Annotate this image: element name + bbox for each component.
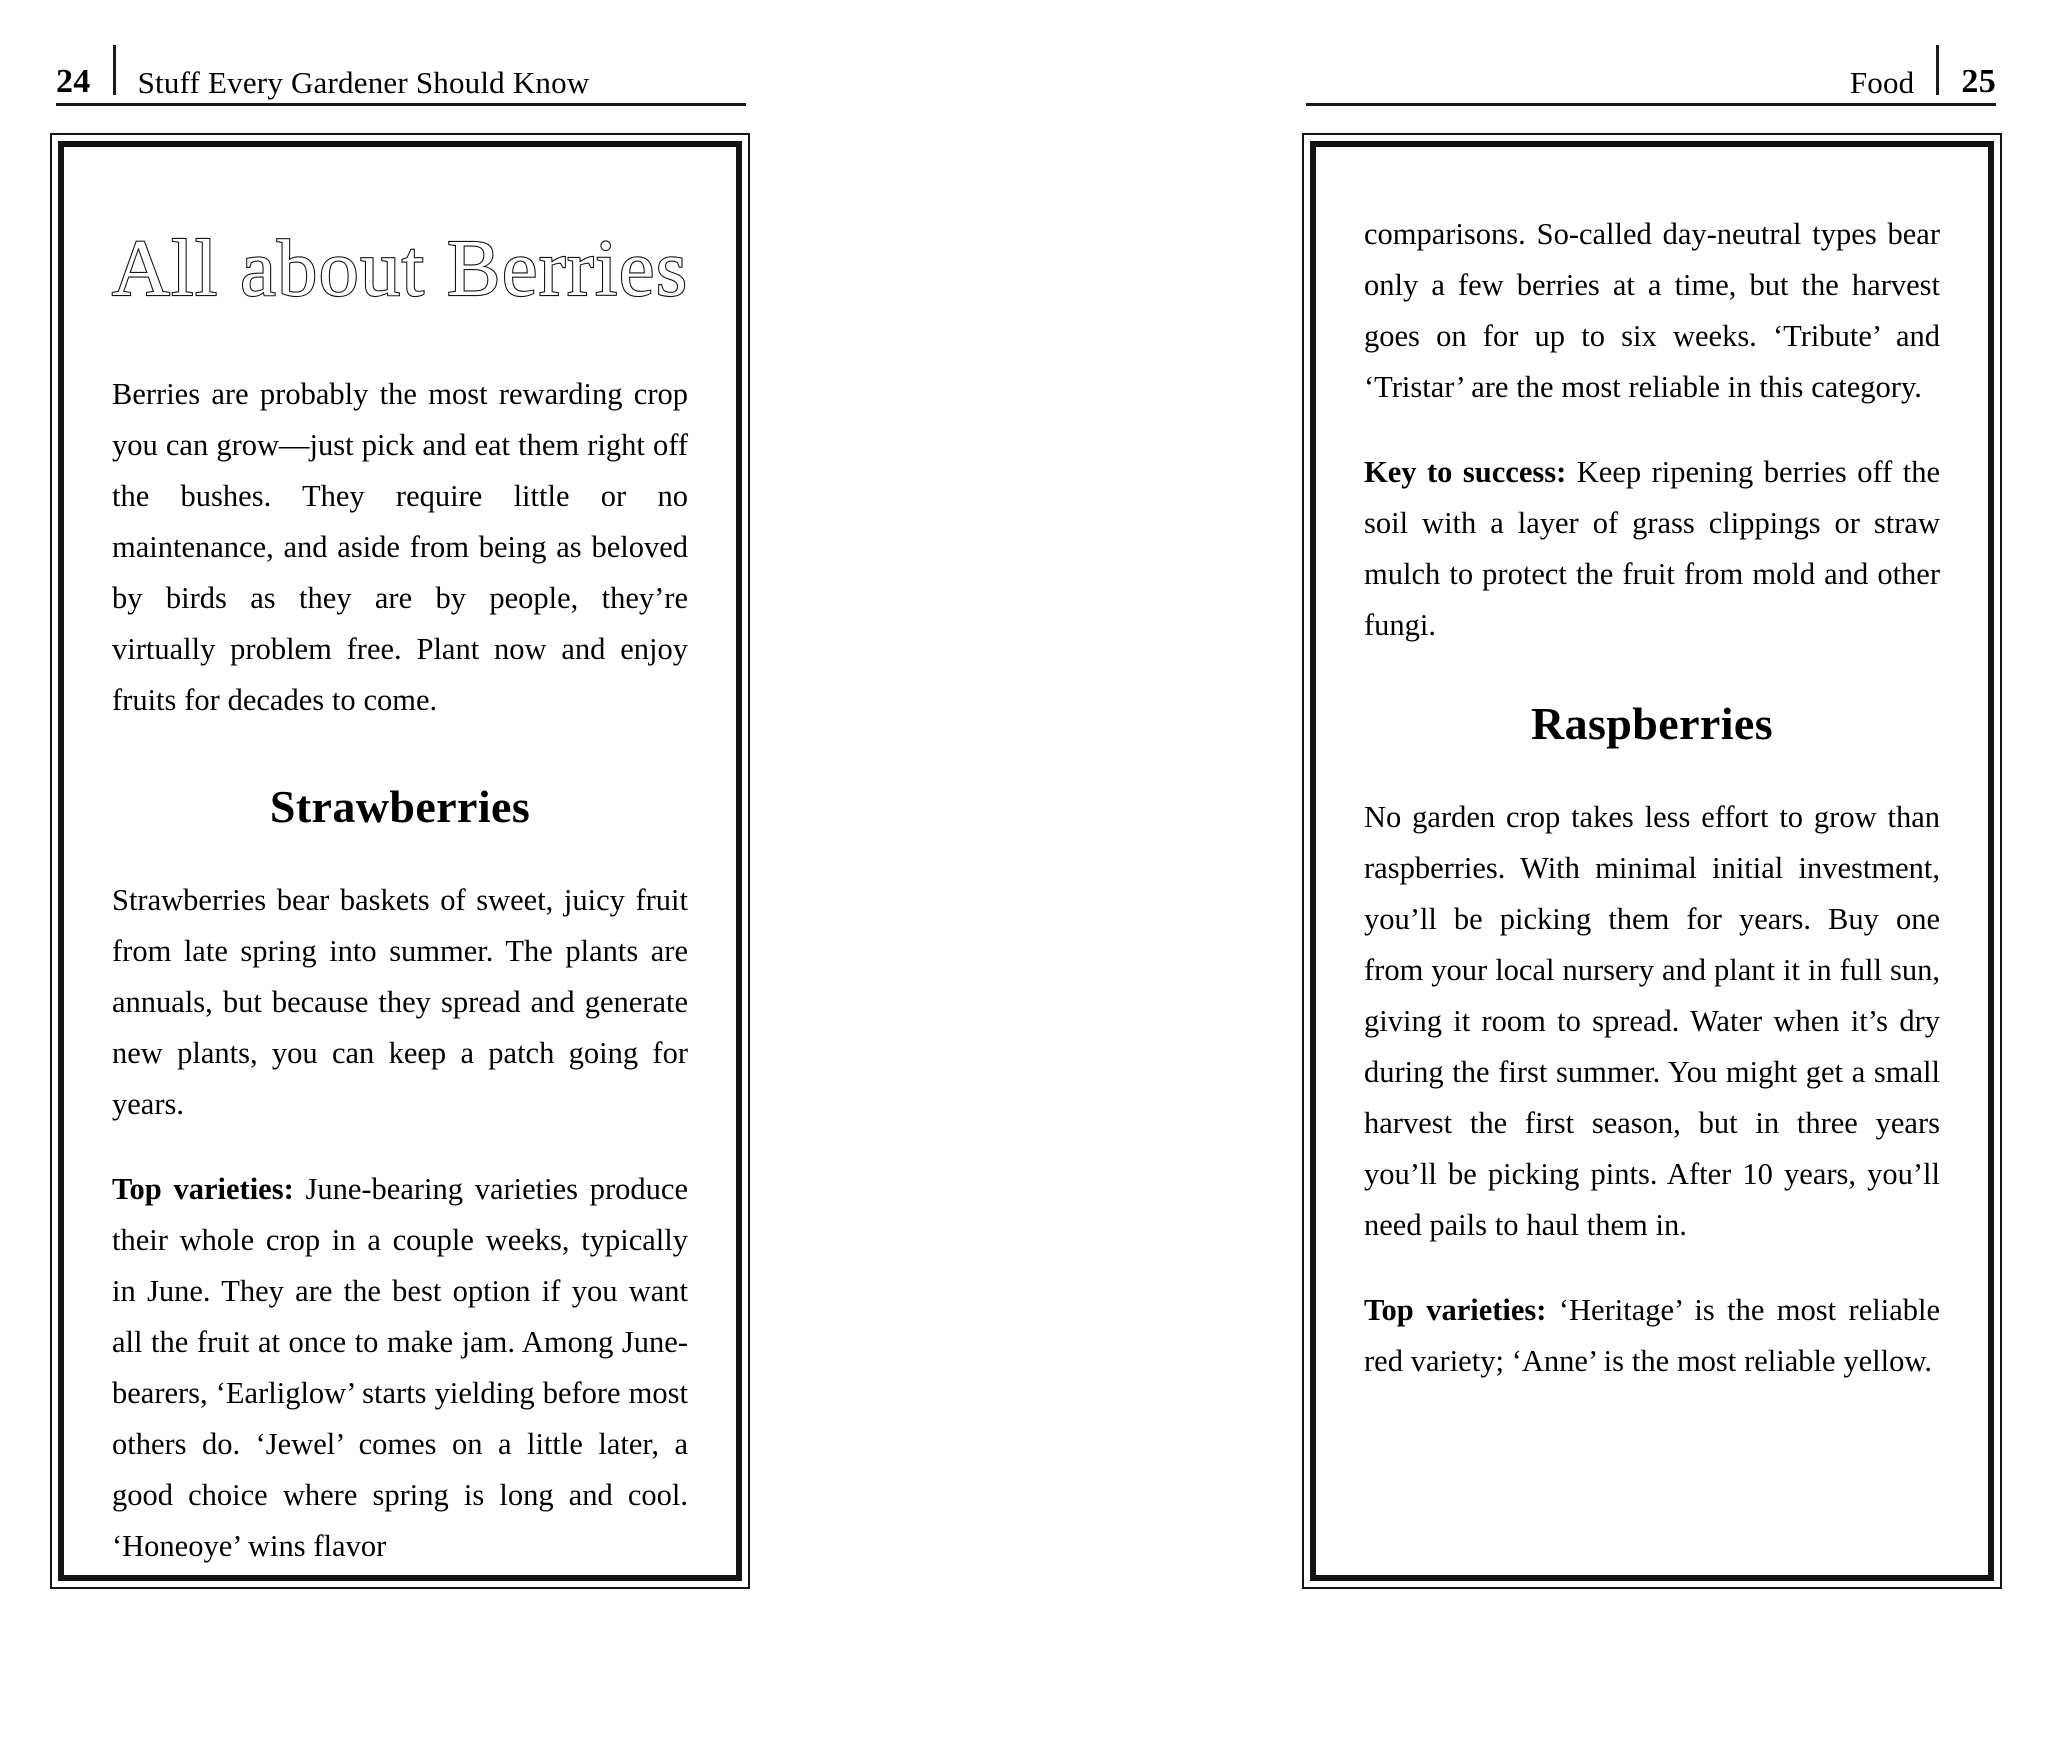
running-head-rule-right bbox=[1306, 103, 1996, 106]
top-varieties-label-left: Top varieties: bbox=[112, 1171, 294, 1206]
page-frame-right bbox=[1302, 133, 2002, 1589]
running-head-rule-left bbox=[56, 103, 746, 106]
page-content-right bbox=[1316, 147, 1988, 1575]
page-number-right: 25 bbox=[1961, 63, 1996, 100]
page-frame-left bbox=[50, 133, 750, 1589]
strawberries-top-varieties-paragraph bbox=[112, 1164, 688, 1572]
top-varieties-text-left: June-bearing varieties produce their whole crop in a couple weeks, typically in June. They are the best option if you want all the fruit at once to make jam. Among June-bearers, ‘Earliglow’ starts yielding before most others do. ‘Jewel’ comes on a little later, a good choice where spring is long and cool. ‘Honeoye’ wins flavor bbox=[112, 1171, 688, 1563]
running-title-right: Food bbox=[1849, 65, 1915, 100]
strawberries-paragraph: Strawberries bear baskets of sweet, juicy fruit from late spring into summer. The plants are annuals, but because they spread and generate new plants, you can keep a patch going for years. bbox=[112, 882, 688, 1121]
running-head-right bbox=[1306, 44, 1996, 106]
running-title-left: Stuff Every Gardener Should Know bbox=[137, 65, 590, 100]
page-frame-inner-right bbox=[1310, 141, 1994, 1581]
key-to-success-text: Keep ripening berries off the soil with a layer of grass clippings or straw mulch to protect the fruit from mold and other fungi. bbox=[1364, 455, 1940, 642]
chapter-title: All about Berries bbox=[112, 225, 689, 313]
running-head-divider-right bbox=[1936, 45, 1939, 95]
page-number-left: 24 bbox=[56, 63, 91, 100]
top-varieties-label-right: Top varieties: bbox=[1364, 1292, 1547, 1327]
running-head-left bbox=[56, 44, 746, 106]
continued-paragraph: comparisons. So-called day-neutral types bear only a few berries at a time, but the harvest goes on for up to six weeks. ‘Tribute’ and ‘Tristar’ are the most reliable in this category. bbox=[1364, 217, 1940, 404]
key-to-success-paragraph bbox=[1364, 447, 1940, 651]
page-content-left bbox=[64, 147, 736, 1575]
section-heading-strawberries: Strawberries bbox=[269, 781, 531, 832]
section-heading-raspberries: Raspberries bbox=[1530, 698, 1774, 749]
intro-paragraph: Berries are probably the most rewarding crop you can grow—just pick and eat them right off the bushes. They require little or no maintenance, and aside from being as beloved by birds as they are by people, they’re virtually problem free. Plant now and enjoy fruits for decades to come. bbox=[112, 377, 688, 717]
key-to-success-label: Key to success: bbox=[1364, 455, 1567, 489]
raspberries-top-varieties-paragraph bbox=[1364, 1285, 1940, 1387]
running-head-divider-left bbox=[113, 45, 116, 95]
page-frame-inner-left bbox=[58, 141, 742, 1581]
top-varieties-text-right: ‘Heritage’ is the most reliable red variety; ‘Anne’ is the most reliable yellow. bbox=[1364, 1292, 1941, 1378]
raspberries-paragraph: No garden crop takes less effort to grow than raspberries. With minimal initial investment, you’ll be picking them for years. Buy one from your local nursery and plant it in full sun, giving it room to spread. Water when it’s dry during the first summer. You might get a small harvest the first season, but in three years you’ll be picking pints. After 10 years, you’ll need pails to haul them in. bbox=[1364, 799, 1940, 1242]
